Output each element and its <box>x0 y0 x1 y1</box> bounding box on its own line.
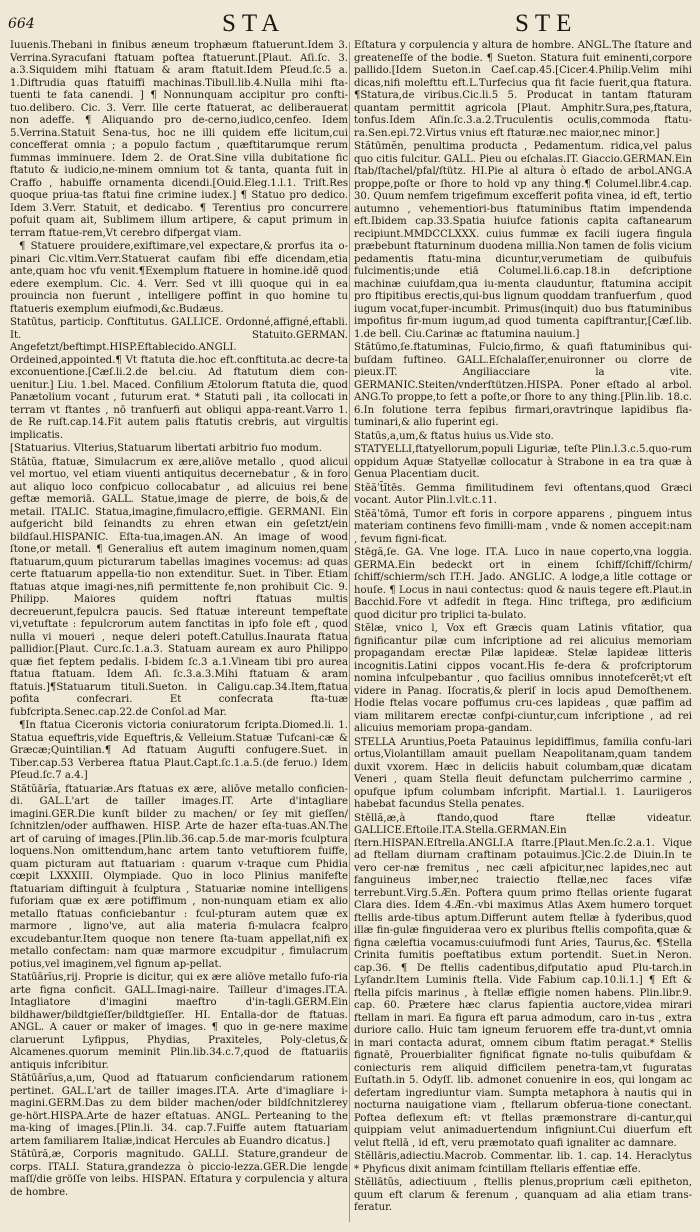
entry-paragraph: Stĕăˈt̄ĭtēs. Gemma fimilitudinem fevi oftentans,quod Græci vocant. Autor Plin.l.vlt.c.11. <box>354 482 692 506</box>
entry-paragraph: Stătūmo,ſe.ftatuminas, Fulcio,firmo, & quafi ftatuminibus qui-buſdam fuftineo. GALL.Eſchalaſſer,enuironner ou clorre de pieux.IT. Angiliacciare la vite. GERMANIC.Steiten/vnderſtützen.HISPA. Poner eſtado al arbol. ANG.To proppe,to ſett a poſte,or ſhore to any thing.[Plin.lib. 18.c. 6.In folutione terra fepibus firmari,oravtrinque lapidibus fla-tuminari,& alio fuperint egi. <box>354 342 692 428</box>
entry-paragraph: Eſtatura y corpulencia y altura de hombre. ANGL.The ſtature and greateneſſe of the bodie. ¶ Sueton. Statura fuit eminenti,corpore pallido.[Idem Sueton.in Caeſ.cap.45.[Cicer.4.Philip.Velim mihi dicas,nifi molefttu eft.L.Turfecius qua fit facie fuerit,qua ftatura. ¶Statura,de viribus.Cic.li.5 5. Producat in tantam ftaturam quantam permittit agricola [Plaut. Amphitr.Sura,pes,ftatura, tonfus.Idem Aſin.ſc.3.a.2.Truculentis oculis,commoda ftatu-ra.Sen.epi.72.Virtus vnius eft ftaturæ.nec maior,nec minor.] <box>354 40 692 139</box>
entry-paragraph: Stĕllātŭs, adiectiuum , ftellis plenus,proprium cæli epitheton, quum eft clarum & ferenum , quanquam ad alia etiam trans-feratur. <box>354 1177 692 1213</box>
entry-paragraph: Stătūmĕn, penultima producta , Pedamentum. ridica,vel palus quo citis fulcitur. GALL. Pieu ou eſchalas.IT. Giaccio.GERMAN.Ein ſtab/ſtachel/pfal/ſtütz. HI.Pie al altura ò eſtado de arbol.ANG.A proppe,poſte or ſhore to hold vp any thing.¶ Columel.libr.4.cap. 30. Quum nemfem trigefimum excefferit pofita vinea, id eft, tertio autumno , vehementiori-bus ftatuminibus ftatim impendenda eft.Ibidem cap.33.Spatia huiufce fationis capita caftanearum recipiunt.MMDCCLXXX. cuius fummæ ex facili iugera fingula præbebunt ftaturninum duodena millia.Non tamen de folis vicium pedamentis ftatu-mina dicuntur,verumetiam de quibufuis fulcimentis;unde etiā Columel.li.6.cap.18.in defcriptione machinæ cuiufdam,qua iu-menta clauduntur, ftatumina accipit pro ftipitibus erectis,qui-bus lignum quoddam tranfuerfum , quod iugum vocat,fuper-incumbit. Primus(inquit) duo bus ftatuminibus impofitus fir-mum iugum,ad quod tumenta capiftrantur,[Cæſ.lib. 1.de bell. Ciu.Carinæ ac ftatumina nauium.] <box>354 141 692 340</box>
entry-paragraph: Iuuenis.Thebani in finibus æneum trophæum ftatuerunt.Idem 3. Verrina.Syracufani ftatuam poftea ftatuerunt.[Plaut. Aſi.ſc. 3. a.3.Siquidem mihi ftatuam & aram ftatuit.Idem Pſeud.ſc.5 a. 1.Diftrudia quas ftatuiffi machinas.Tibull.lib.4.Nulla mihi fta-tuenti te fata canendi. ] ¶ Nonnunquam accipitur pro confti-tuo.delibero. Cic. 3. Verr. Ille certe ftatuerat, ac deliberauerat non adeffe. ¶ Aliquando pro de-cerno,iudico,cenfeo. Idem 5.Verrina.Statuit Sena-tus, hoc ne illi quidem effe licitum,cui concefferat omnia ; a populo factum , quæftitarumque rerum fummas imminuere. Idem 2. de Orat.Sine villa dubitatione fic ftatuto & iudicio,ne-minem omnium tot & tanta, quanta fuit in Craffo , habuiffe ornamenta dicendi.[Ouid.Eleg.1.l.1. Triſt.Res quoque priua-tas ftatui fine crimine iudex.] ¶ Statuo pro dedico. Idem 3.Verr. Statuit, et dedicabo. ¶ Terentius pro concurrere pofuit quam ait, Sublimem illum artipere, & caput primum in terram ftatue-rem,Vt cerebro difpergat viam. <box>10 40 348 239</box>
entry-paragraph: Statūs,a,um,& ftatus huius us.Vide sto. <box>354 430 554 442</box>
entry-paragraph: [Statuarius. Vlterius,Statuarum libertati arbitrio fuo modum. <box>10 443 322 454</box>
entry-paragraph: Stătŭārĭa, ftatuariæ.Ars ftatuas ex ære, aliōve metallo conficien-di. GAL.L'art de tailler images.IT. Arte d'intagliare imagini.GER.Die kunſt bilder zu machen/ or ſey mit gieſſen/ſchnitzlen/oder auffhawen. HISP. Arte de hazer eſta-tuas.AN.The art of caruing of images.[Plin.lib.36.cap.5.de mar-moris fculptura loquens.Non omittendum,hanc artem tanto vetuftiorem fuiffe, quam picturam aut ftatuariam : quarum v-traque cum Phidia cœpit LXXXIII. Olympiade. Quo in loco Plinius manifefte ftatuariam diftinguit à fculptura , Statuariæ nomine intelligens fuforiam quæ ex ære potiffimum , non-nunquam etiam ex alio metallo ftatuas conficiebantur : fcul-pturam autem quæ ex marmore , ligno've, aut alia materia fi-mulacra fcalpro excudebantur.Item quoque non tenere ſta-tuam appellat,nifi ex metallo confectam: nam quæ marmore excudpitur , fimulacrum potius,vel imaginem,vel fignum ap-pellat. <box>10 783 348 970</box>
entry-paragraph: ¶ Statuere prouidere,exiftimare,vel expectare,& prorfus ita o-pinari Cic.vltim.Verr.Statuerat caufam fibi effe dicendam,etia ante,quam hoc vfu venit.¶Exemplum ftatuere in homine.idē quod edere exemplum. Cic. 4. Verr. Sed vt illi quoque qui in ea prouincia non fuerunt , intelligere poffint in quo homine tu ftatueris exemplum eiufmodi,&c.Budæus. <box>10 241 348 315</box>
entry-paragraph: Stĕllāris,adiectiu.Macrob. Commentar. lib. 1. cap. 14. Heraclytus * Phyficus dixit animam fcintillam ftellaris effentiæ effe. <box>354 1151 692 1175</box>
running-head-left: STA <box>222 10 286 37</box>
entry-paragraph: STELLA Aruntius,Poeta Patauinus lepidiffimus, familia confu-lari ortus,Violantillam amauit puellam Neapolitanam,quam tandem duxit vxorem. Hæc in deliciis habuit columbam,quæ dicatam Veneri , quam Stella fleuit defunctam pulcherrimo carmine , opufque ipfum columbam infcripfit. Martial.l. 1. Lauriigeros habebat facundus Stella penates. <box>354 736 692 810</box>
entry-paragraph: Statūtus, particip. Conftitutus. GALLICE. Ordonné,affigné,eftabli. It. Statuito.GERMAN. Angefetzt/beftimpt.HISP.Eftablecido.ANGLI. Ordeined,appointed.¶ Vt ftatuta die.hoc eft.conftituta.ac decre-ta exconuentione.[Cæſ.li.2.de bel.ciu. Ad ftatutum diem con-uenitur.] Liu. 1.bel. Maced. Confilium Ætolorum ftatuta die, quod Panætolium vocant , futurum erat. * Statuti pali , ita collocati in terram vt ftantes , nō tranfuerfi aut obliqui appa-reant.Varro 1. de Re ruſt.cap.14.Fit autem palis ftatutis crebris, aut virgultis implicatis. <box>10 317 348 441</box>
running-head-right: STE <box>515 10 578 37</box>
right-column <box>354 40 692 1226</box>
entry-paragraph: Stĕlæ, vnico l, Vox eft Græcis quam Latinis vfitatior, qua fignificantur pilæ cum infcriptione ad rei alicuius memoriam propagandam erectæ Pilæ lapideæ. Stelæ lapideæ litteris incognitis.Latini cippos vocant.His fe-dera & profcriptorum nomina infculpebantur , quo facilius omnibus innotefcerēt;vt eſt videre in Panag. Iſocratis,& pleriſ in locis apud Demoſthenem. Hodie ftelas vocare poffumus cru-ces lapideas , quæ paffim ad viam militarem erectæ confpi-ciuntur,cum infcriptione , ad rei alicuius memoriam propa-gandam. <box>354 623 692 734</box>
entry-paragraph: Stĕăˈtōmă, Tumor eft foris in corpore apparens , pinguem intus materiam continens fevo fimilli-mam , vnde & nomen accepit:nam , fevum figni-ficat. <box>354 508 692 545</box>
entry-paragraph: STATYELLI,ftatyellorum,populi Liguriæ, teſte Plin.l.3.c.5.quo-rum oppidum Aquæ Statyellæ collocatur à Strabone in ea tra quæ à Genua Placentiam ducit. <box>354 444 692 480</box>
entry-paragraph: Stătūārĭus,a,um, Quod ad ftatuarum conficiendarum rationem pertinet. GAL.L'art de tailler images.IT.A. Arte d'imagliare i-magini.GERM.Das zu dem bilder machen/oder bildſchnitzlerey ge-hört.HISPA.Arte de hazer eſtatuas. ANGL. Perteaning to the ma-king of images.[Plin.li. 34. cap.7.Fuiffe autem ftatuariam artem familiarem Italiæ,indicat Hercules ab Euandro dicatus.] <box>10 1073 348 1147</box>
column-divider <box>349 42 350 1222</box>
entry-paragraph: Stătūră,æ, Corporis magnitudo. GALLI. Stature,grandeur de corps. ITALI. Statura,grandezza ò piccio-lezza.GER.Die lengde maſſ/die gröſſe von leibs. HISPAN. Eſtatura y corpulencia y altura de hombre. <box>10 1149 348 1198</box>
entry-paragraph: Stēgă,ſe. GA. Vne loge. IT.A. Luco in naue coperto,vna loggia. GERMA.Ein bedeckt ort in einem ſchiff/ſchiff/ſchirm/ſchiff/schierm/sch IT.H. Jado. ANGLIC. A lodge,a litle cottage or houſe. ¶ Locus in naui contectus: quod & nauis tegere eft.Plaut.in Bacchid.Fore vt adfedit in ftega. Hinc triftega, pro ædificium quod dicitur pro triplici ta-bulato. <box>354 547 692 621</box>
entry-paragraph: ¶In ftatua Ciceronis victoria coniuratorum fcripta.Diomed.li. 1. Statua equeftris,vide Equeftris,& Velleium.Statuæ Tufcani-cæ & Græcæ;Quintilian.¶ Ad ftatuam Augufti confugere.Suet. in Tiber.cap.53 Verberea ftatua Plaut.Capt.ſc.1.a.5.(de feruo.) Idem Pſeud.ſc.7 a.4.] <box>10 720 348 781</box>
left-column <box>10 40 348 1226</box>
entry-paragraph: Stātŭa, ftatuæ, Simulacrum ex ære,aliōve metallo , quod alicui vel mortuo, vel etiam viuenti antiquitus decernebatur , & in foro aut aliquo loco confpicuo collocabatur , ad alicuius rei bene geftæ memoriā. GALL. Statue,image de pierre, de bois,& de metail. ITALIC. Statua,imagine,fimulacro,effigie. GERMANI. Ein aufgericht bild ſeinandts zu ehren etwan ein geſetzt/ein bildſaul.HISPANIC. Eſta-tua,imagen.AN. An image of wood ſtone,or metall. ¶ Generalius eft autem imaginum nomen,quam ftatuarum,quum picturarum tabellas imagines vocemus: ad quas certe ftatuarum appella-tio non extenditur. Suet. in Tiber. Etiam ftatuas atque imagi-nes,nifi permittente fe,non prohibuit Cic. 9. Philipp. Maiores quidem noftri ftatuas multis decreuerunt,fepulcra paucis. Sed ftatuæ intereunt tempeftate vi,vetuftate : fepulcrorum autem fanctitas in ipfo fole eft , quod nulla vi moueri , neque deleri poteft.Catullus.Inaurata ftatua pallidior.[Plaut. Curc.ſc.1.a.3. Statuam auream ex auro Philippo quæ fiet feptem pedalis. I-bidem ſc.3 a.1.Vineam tibi pro aurea ftatua ftatuam. Idem Aſi. ſc.3.a.3.Mihi ftatuam & aram ftatuis.]¶Statuarum tituli.Sueton. in Caligu.cap.34.Item,ftatua pofita confecrari. Et confecrata fta-tuæ fubfcripta.Senec.cap.22.de Conſol.ad Mar. <box>10 456 348 718</box>
entry-paragraph: Statūārĭus,rij. Proprie is dicitur, qui ex ære aliōve metallo fufo-ria arte figna conficit. GALL.Imagi-naire. Tailleur d'images.IT.A. Intagliatore d'imagini maeftro d'in-tagli.GERM.Ein bildhawer/bildtgieſſer/bildtgieſſer. HI. Entalla-dor de ftatuas. ANGL. A cauer or maker of images. ¶ quo in ge-nere maxime claruerunt Lyfippus, Phydias, Praxiteles, Poly-cletus,& Alcamenes.quorum meminit Plin.lib.34.c.7,quod de ftatuariis antiquis infcribitur. <box>10 972 348 1071</box>
page-header <box>0 0 700 40</box>
page-number: 664 <box>8 16 35 32</box>
entry-paragraph: Stēllă,æ,à ftando,quod ftare ftellæ videatur. GALLICE.Eftoile.IT.A.Stella.GERMAN.Ein ſtern.HISPAN.Eſtrella.ANGLI.A ſtarre.[Plaut.Men.ſc.2.a.1. Vique ad ftellam diurnam craftinam potauimus.]Cic.2.de Diuin.In te vero cer-næ fremitus , nec cæli afpicitur,nec lapides,nec aut fanguineus imber,nec traiectio ftellæ,nec faces vifæ terrebunt.Virg.5.Æn. Poftera quum primo ftellas oriente fugarat Clara dies. Idem 4.Æn.-vbi maximus Atlas Axem humero torquet ftellis arde-tibus aptum.Differunt autem ftellæ à fyderibus,quod illæ fin-gulæ finguideraa vero ex pluribus ftellis compofita,quæ & figna cæleftia vocamus:cuiufmodi funt Aries, Taurus,&c. ¶Stella Crinita fumitis poeftatibus extum portendit. Suet.in Neron. cap.36. ¶ De ftellis cadentibus,difputatio apud Plu-tarch.in Lyſandr.Item Luminis ftella. Vide Fabium cap.10.li.1.] ¶ Eft & ftella pifcis marinus , à ftellæ effigie nomen habens. Plin.libr.9. cap. 60. Prætere hæc clarus fapientia auctore,videa mirari ftellam in mari. Ea figura eft parua admodum, caro in-tus , extra duriore callo. Huic tam igneum feruorem effe tra-dunt,vt omnia in mari contacta adurat, omnem cibum ftatim peragat.* Stellis fignatē, Prouerbialiter fignificat fignate no-tulis quibufdam & coniecturis rem aliquid difficilem penetra-tam,vt fuguratas Euſtath.in 5. Odyſſ. lib. admonet conuenire in eos, qui longam ac defertam ingrediuntur viam. Sumpta metaphora à nautis qui in nocturna nauigatione viam , ftellarum obferua-tione conectant. Poftea deflexum eft: vt ftellas præmonstrare di-cantur,qui quippiam velut animaduertendum infigniunt.Cui diuerfum eft velut ftellā , id eft, veru præmotato quafi ignaliter ac damnare. <box>354 812 692 1149</box>
